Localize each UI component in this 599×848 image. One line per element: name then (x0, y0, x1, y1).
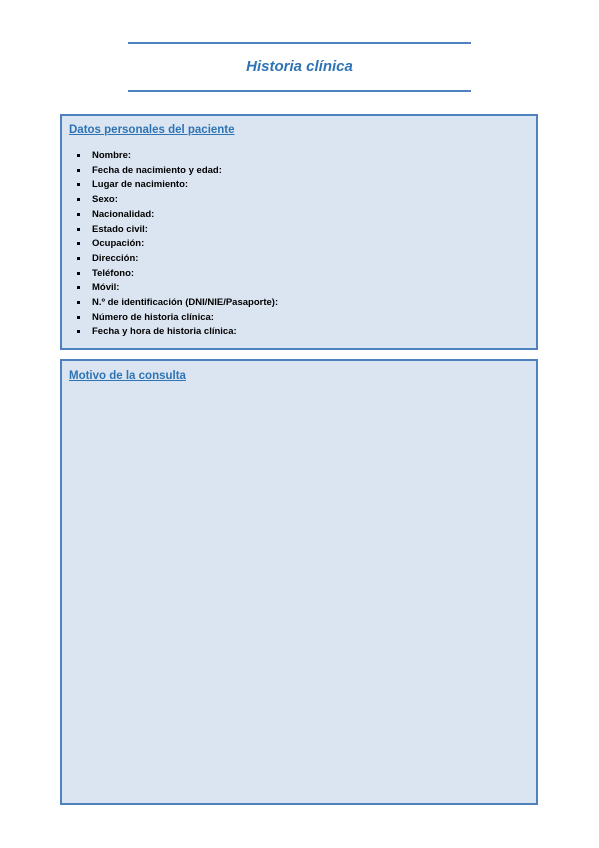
bullet-icon (77, 183, 80, 186)
field-item (76, 193, 278, 208)
field-label: Fecha y hora de historia clínica: (92, 326, 237, 338)
field-item (76, 252, 278, 267)
field-label: Sexo: (92, 194, 118, 206)
field-label: Ocupación: (92, 238, 145, 250)
consultation-reason-box (60, 359, 538, 805)
field-label: Teléfono: (92, 267, 135, 279)
field-item (76, 164, 278, 179)
bullet-icon (77, 228, 80, 231)
field-label: Dirección: (92, 252, 139, 264)
field-label: Nombre: (92, 150, 132, 161)
field-label: Fecha de nacimiento y edad: (92, 164, 222, 176)
field-item (76, 311, 278, 326)
field-item (76, 325, 278, 340)
bullet-icon (77, 169, 80, 172)
field-label: Nacionalidad: (92, 208, 155, 220)
field-item (76, 178, 278, 193)
field-item (76, 208, 278, 223)
bullet-icon (77, 198, 80, 201)
bullet-icon (77, 257, 80, 260)
bullet-icon (77, 286, 80, 289)
bullet-icon (77, 301, 80, 304)
personal-data-heading: Datos personales del paciente (69, 124, 235, 136)
personal-data-box (60, 114, 538, 350)
field-item (76, 223, 278, 238)
personal-data-list (76, 149, 278, 340)
field-item (76, 149, 278, 164)
bullet-icon (77, 330, 80, 333)
field-item (76, 281, 278, 296)
bullet-icon (77, 272, 80, 275)
field-label: Número de historia clínica: (92, 311, 214, 323)
field-label: Lugar de nacimiento: (92, 179, 189, 191)
consultation-reason-heading: Motivo de la consulta (69, 370, 186, 382)
field-item (76, 267, 278, 282)
title-rule-top (128, 42, 471, 44)
bullet-icon (77, 213, 80, 216)
bullet-icon (77, 242, 80, 245)
title-rule-bottom (128, 90, 471, 92)
document-title: Historia clínica (246, 58, 353, 75)
bullet-icon (77, 154, 80, 157)
field-label: Móvil: (92, 282, 120, 294)
field-label: Estado civil: (92, 223, 148, 235)
bullet-icon (77, 316, 80, 319)
field-label: N.º de identificación (DNI/NIE/Pasaporte): (92, 297, 279, 309)
field-item (76, 296, 278, 311)
field-item (76, 237, 278, 252)
